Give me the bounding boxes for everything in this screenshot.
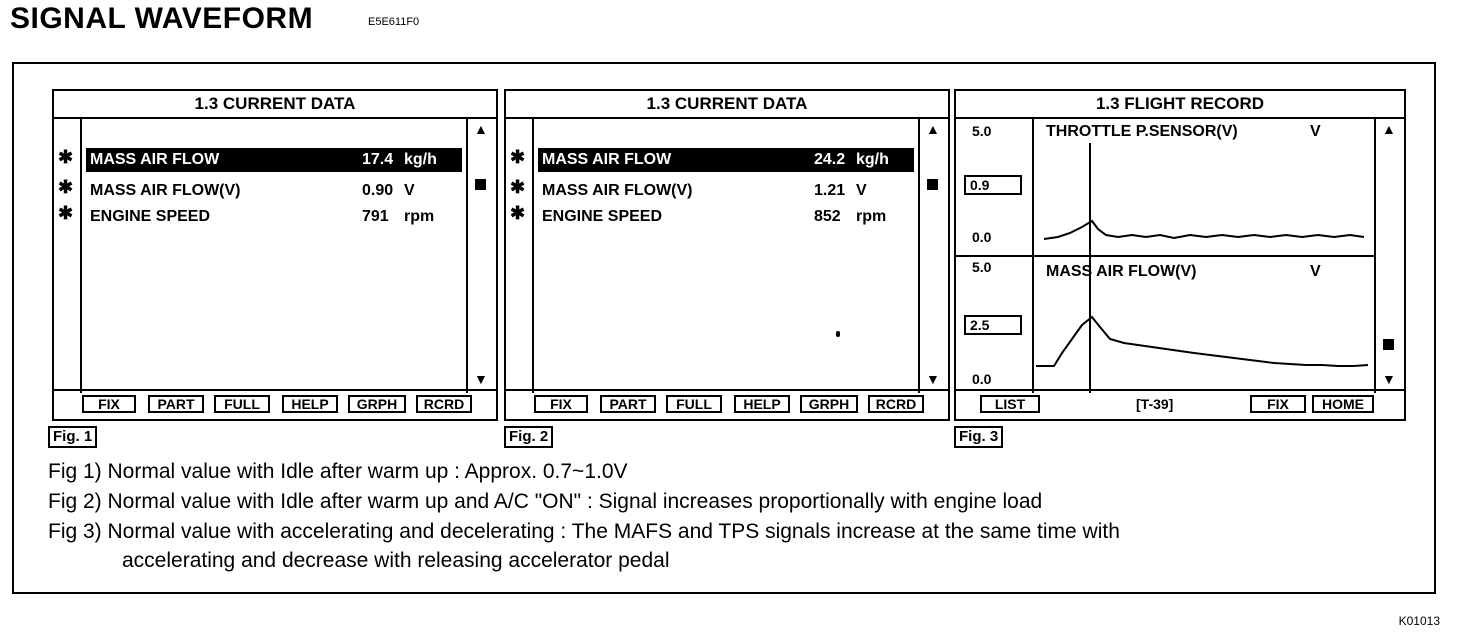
item-value: 17.4 <box>362 151 394 168</box>
graph2-min: 0.0 <box>972 371 992 387</box>
document-code: E5E611F0 <box>368 16 420 28</box>
item-label: MASS AIR FLOW(V) <box>90 182 241 199</box>
list-item[interactable] <box>86 205 462 229</box>
help-button[interactable]: HELP <box>734 395 790 413</box>
fix-button[interactable]: FIX <box>1250 395 1306 413</box>
home-button[interactable]: HOME <box>1312 395 1374 413</box>
item-unit: kg/h <box>404 151 437 168</box>
scrollbar[interactable] <box>466 117 496 393</box>
throttle-waveform <box>1044 221 1364 239</box>
note-fig2: Fig 2) Normal value with Idle after warm up and A/C "ON" : Signal increases proportionally with engine load <box>48 490 1043 513</box>
graph1-min: 0.0 <box>972 229 992 245</box>
item-value: 852 <box>814 208 841 225</box>
page-title: SIGNAL WAVEFORM <box>10 2 314 35</box>
current-data-panel-2 <box>504 89 950 421</box>
fix-button[interactable]: FIX <box>534 395 588 413</box>
asterisk-icon: ✱ <box>58 203 74 223</box>
flight-record-panel <box>954 89 1406 421</box>
record-index: [T-39] <box>1136 396 1174 412</box>
function-key-bar <box>506 389 948 419</box>
current-data-panel-1 <box>52 89 498 421</box>
marker-column <box>506 117 534 393</box>
item-value: 24.2 <box>814 151 846 168</box>
up-triangle-icon[interactable]: ▲ <box>1382 121 1396 137</box>
list-item[interactable] <box>538 179 914 203</box>
list-item[interactable] <box>86 179 462 203</box>
asterisk-icon: ✱ <box>510 203 526 223</box>
square-icon[interactable] <box>927 179 938 190</box>
list-button[interactable]: LIST <box>980 395 1040 413</box>
part-button[interactable]: PART <box>600 395 656 413</box>
list-item-selected[interactable] <box>538 148 914 172</box>
item-value: 791 <box>362 208 389 225</box>
graph2-unit: V <box>1310 263 1321 280</box>
full-button[interactable]: FULL <box>666 395 722 413</box>
graph-button[interactable]: GRPH <box>800 395 858 413</box>
speck-mark <box>836 331 840 337</box>
graph1-current-value: 0.9 <box>964 175 1022 195</box>
square-icon[interactable] <box>475 179 486 190</box>
list-item-selected[interactable] <box>86 148 462 172</box>
item-value: 1.21 <box>814 182 846 199</box>
graph2-title: MASS AIR FLOW(V) <box>1046 263 1197 280</box>
graph1-max: 5.0 <box>972 123 992 139</box>
figure-label-3: Fig. 3 <box>954 426 1003 448</box>
scrollbar[interactable] <box>918 117 948 393</box>
function-key-bar <box>54 389 496 419</box>
item-unit: kg/h <box>856 151 889 168</box>
up-triangle-icon[interactable]: ▲ <box>926 121 940 137</box>
function-key-bar <box>956 389 1404 419</box>
graph-button[interactable]: GRPH <box>348 395 406 413</box>
record-button[interactable]: RCRD <box>416 395 472 413</box>
waveform-plot <box>1034 117 1378 393</box>
graph1-unit: V <box>1310 123 1321 140</box>
full-button[interactable]: FULL <box>214 395 270 413</box>
item-label: MASS AIR FLOW(V) <box>542 182 693 199</box>
figure-code: K01013 <box>1398 614 1440 628</box>
item-unit: rpm <box>404 208 435 225</box>
item-value: 0.90 <box>362 182 394 199</box>
item-unit: rpm <box>856 208 887 225</box>
graph1-title: THROTTLE P.SENSOR(V) <box>1046 123 1238 140</box>
note-fig3-continued: accelerating and decrease with releasing accelerator pedal <box>122 549 670 572</box>
part-button[interactable]: PART <box>148 395 204 413</box>
figure-label-1: Fig. 1 <box>48 426 97 448</box>
panel-title: 1.3 CURRENT DATA <box>506 91 948 119</box>
square-icon[interactable] <box>1383 339 1394 350</box>
asterisk-icon: ✱ <box>58 147 74 167</box>
list-item[interactable] <box>538 205 914 229</box>
down-triangle-icon[interactable]: ▼ <box>1382 371 1396 387</box>
item-unit: V <box>856 182 867 199</box>
record-button[interactable]: RCRD <box>868 395 924 413</box>
note-fig1: Fig 1) Normal value with Idle after warm up : Approx. 0.7~1.0V <box>48 460 628 483</box>
figure-label-2: Fig. 2 <box>504 426 553 448</box>
mass-air-flow-waveform <box>1036 317 1368 366</box>
up-triangle-icon[interactable]: ▲ <box>474 121 488 137</box>
asterisk-icon: ✱ <box>510 177 526 197</box>
down-triangle-icon[interactable]: ▼ <box>474 371 488 387</box>
down-triangle-icon[interactable]: ▼ <box>926 371 940 387</box>
asterisk-icon: ✱ <box>510 147 526 167</box>
item-unit: V <box>404 182 415 199</box>
item-label: MASS AIR FLOW <box>90 151 220 168</box>
help-button[interactable]: HELP <box>282 395 338 413</box>
marker-column <box>54 117 82 393</box>
item-label: MASS AIR FLOW <box>542 151 672 168</box>
panel-title: 1.3 FLIGHT RECORD <box>956 91 1404 119</box>
panel-title: 1.3 CURRENT DATA <box>54 91 496 119</box>
fix-button[interactable]: FIX <box>82 395 136 413</box>
item-label: ENGINE SPEED <box>542 208 663 225</box>
graph2-current-value: 2.5 <box>964 315 1022 335</box>
scrollbar[interactable] <box>1374 117 1404 393</box>
item-label: ENGINE SPEED <box>90 208 211 225</box>
note-fig3: Fig 3) Normal value with accelerating and decelerating : The MAFS and TPS signals increase at the same time with <box>48 520 1120 543</box>
asterisk-icon: ✱ <box>58 177 74 197</box>
graph2-max: 5.0 <box>972 259 992 275</box>
